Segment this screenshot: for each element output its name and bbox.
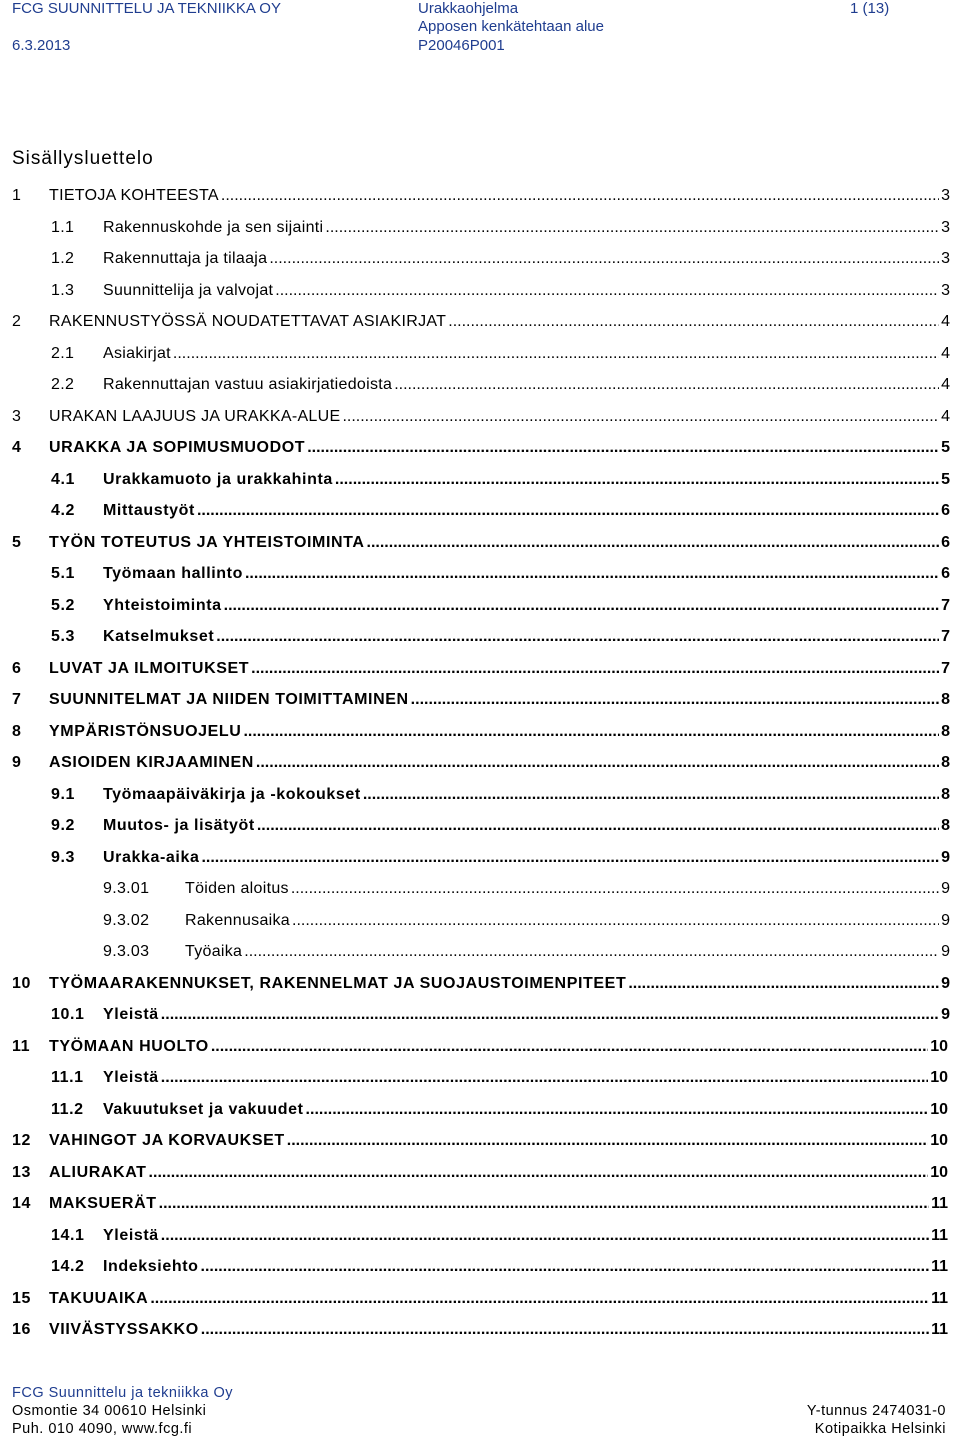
toc-entry-page: 9 <box>941 880 950 897</box>
header-code: P20046P001 <box>418 37 505 54</box>
header-doc-title: Urakkaohjelma <box>418 0 519 17</box>
toc-entry-page: 7 <box>941 659 950 677</box>
toc-dot-leader <box>269 250 939 268</box>
toc-entry-title: SUUNNITELMAT JA NIIDEN TOIMITTAMINEN <box>49 691 409 708</box>
toc-entry-title: Yleistä <box>103 1006 159 1023</box>
toc-entry[interactable] <box>51 1258 948 1282</box>
toc-entry[interactable] <box>12 1038 948 1062</box>
toc-entry[interactable] <box>51 282 950 306</box>
toc-entry[interactable] <box>51 565 950 589</box>
toc-entry-page: 4 <box>941 407 950 425</box>
toc-entry-title: Yleistä <box>103 1226 159 1244</box>
toc-entry-title: Suunnittelija ja valvojat <box>103 281 274 299</box>
toc-dot-leader <box>149 1164 929 1182</box>
toc-entry-number: 15 <box>12 1289 31 1307</box>
toc-entry-title: Urakkamuoto ja urakkahinta <box>103 470 333 488</box>
toc-title: Sisällysluettelo <box>12 148 154 169</box>
toc-dot-leader <box>292 912 939 930</box>
toc-entry-number: 4 <box>12 439 22 456</box>
toc-dot-leader <box>628 975 939 993</box>
toc-entry-page: 8 <box>941 785 950 803</box>
toc-entry-title: Urakka-aika <box>103 848 200 866</box>
toc-entry[interactable] <box>103 880 950 904</box>
toc-entry-page: 8 <box>941 691 950 708</box>
toc-entry-title: Indeksiehto <box>103 1258 199 1275</box>
toc-dot-leader <box>224 597 939 615</box>
toc-entry[interactable] <box>12 439 950 463</box>
toc-entry-title: VAHINGOT JA KORVAUKSET <box>49 1132 285 1149</box>
toc-entry-title: URAKAN LAAJUUS JA URAKKA-ALUE <box>49 407 341 425</box>
toc-entry-title: ASIOIDEN KIRJAAMINEN <box>49 754 254 771</box>
header-company: FCG SUUNNITTELU JA TEKNIIKKA OY <box>12 0 281 17</box>
toc-entry-page: 4 <box>941 344 950 362</box>
toc-entry-number: 13 <box>12 1163 31 1181</box>
toc-entry-page: 9 <box>941 943 950 960</box>
toc-entry-page: 9 <box>941 911 950 929</box>
toc-entry-title: Katselmukset <box>103 628 215 645</box>
toc-dot-leader <box>221 187 939 205</box>
toc-entry-page: 8 <box>941 817 950 834</box>
toc-entry-page: 8 <box>941 722 950 740</box>
toc-dot-leader <box>256 754 939 772</box>
toc-entry[interactable] <box>12 723 950 747</box>
toc-entry-number: 11 <box>12 1037 31 1055</box>
toc-dot-leader <box>161 1069 928 1087</box>
toc-dot-leader <box>159 1195 929 1213</box>
toc-entry-page: 3 <box>941 250 950 267</box>
toc-entry-page: 6 <box>941 502 950 519</box>
toc-entry[interactable] <box>51 817 950 841</box>
toc-entry[interactable] <box>12 1132 948 1156</box>
toc-dot-leader <box>291 880 939 898</box>
header-subtitle: Apposen kenkätehtaan alue <box>418 18 604 35</box>
toc-entry-title: ALIURAKAT <box>49 1163 147 1181</box>
toc-entry[interactable] <box>12 754 950 778</box>
toc-entry-title: URAKKA JA SOPIMUSMUODOT <box>49 439 306 456</box>
toc-entry[interactable] <box>12 408 950 432</box>
toc-entry[interactable] <box>51 849 950 873</box>
toc-entry-page: 3 <box>941 281 950 299</box>
toc-entry-number: 3 <box>12 407 22 425</box>
toc-entry-page: 5 <box>941 439 950 456</box>
toc-entry-page: 7 <box>941 628 950 645</box>
toc-entry-page: 11 <box>931 1258 948 1275</box>
toc-entry-number: 1.1 <box>51 218 75 236</box>
toc-entry-page: 10 <box>930 1132 948 1149</box>
toc-entry-number: 16 <box>12 1321 31 1338</box>
toc-entry-page: 9 <box>941 1006 950 1023</box>
toc-entry-number: 9.3 <box>51 848 76 866</box>
toc-dot-leader <box>201 849 939 867</box>
toc-dot-leader <box>342 408 939 426</box>
toc-dot-leader <box>243 723 939 741</box>
toc-entry[interactable] <box>51 1101 948 1125</box>
toc-dot-leader <box>161 1006 939 1024</box>
toc-entry[interactable] <box>51 250 950 274</box>
toc-entry-number: 5.1 <box>51 565 76 582</box>
toc-entry[interactable] <box>51 345 950 369</box>
toc-dot-leader <box>201 1321 929 1339</box>
toc-entry[interactable] <box>51 597 950 621</box>
toc-entry-page: 4 <box>941 313 950 330</box>
toc-entry-page: 11 <box>931 1289 948 1307</box>
toc-entry-page: 8 <box>941 754 950 771</box>
toc-entry-page: 10 <box>930 1069 948 1086</box>
toc-entry-title: Rakennuttajan vastuu asiakirjatiedoista <box>103 376 393 393</box>
toc-dot-leader <box>197 502 939 520</box>
toc-dot-leader <box>335 471 939 489</box>
toc-dot-leader <box>411 691 939 709</box>
toc-entry-page: 9 <box>941 974 950 992</box>
toc-entry[interactable] <box>51 1006 950 1030</box>
toc-entry[interactable] <box>12 1290 948 1314</box>
toc-entry[interactable] <box>12 1195 948 1219</box>
toc-entry-number: 7 <box>12 691 22 708</box>
toc-entry[interactable] <box>12 313 950 337</box>
toc-entry-page: 10 <box>930 1100 948 1118</box>
toc-entry[interactable] <box>103 912 950 936</box>
toc-entry[interactable] <box>51 786 950 810</box>
toc-entry-title: Asiakirjat <box>103 344 171 362</box>
toc-entry[interactable] <box>51 502 950 526</box>
toc-entry-page: 7 <box>941 596 950 614</box>
toc-entry-title: Työmaan hallinto <box>103 565 243 582</box>
toc-dot-leader <box>257 817 939 835</box>
toc-entry-page: 11 <box>931 1321 948 1338</box>
toc-entry-title: Yhteistoiminta <box>103 596 222 614</box>
toc-entry-page: 3 <box>941 187 950 204</box>
toc-dot-leader <box>307 439 939 457</box>
toc-entry-title: YMPÄRISTÖNSUOJELU <box>49 722 242 740</box>
footer-company: FCG Suunnittelu ja tekniikka Oy <box>12 1385 234 1401</box>
footer-contact: Puh. 010 4090, www.fcg.fi <box>12 1421 193 1437</box>
toc-entry-title: Muutos- ja lisätyöt <box>103 817 255 834</box>
toc-dot-leader <box>201 1258 930 1276</box>
toc-entry-number: 14 <box>12 1195 31 1212</box>
toc-entry[interactable] <box>51 219 950 243</box>
footer-business-id: Y-tunnus 2474031-0 <box>806 1403 946 1419</box>
toc-entry[interactable] <box>12 691 950 715</box>
toc-entry-number: 2.2 <box>51 376 75 393</box>
toc-dot-leader <box>244 943 939 961</box>
toc-entry-title: MAKSUERÄT <box>49 1195 157 1212</box>
toc-dot-leader <box>150 1290 929 1308</box>
toc-entry-number: 5 <box>12 533 22 551</box>
toc-entry-number: 1 <box>12 187 22 204</box>
header-date: 6.3.2013 <box>12 37 71 54</box>
toc-entry-number: 8 <box>12 722 22 740</box>
toc-entry[interactable] <box>12 1164 948 1188</box>
toc-entry-number: 12 <box>12 1132 31 1149</box>
toc-entry-page: 6 <box>941 565 950 582</box>
toc-entry-number: 10 <box>12 974 31 992</box>
toc-entry-number: 9 <box>12 754 22 771</box>
toc-entry-number: 9.1 <box>51 785 76 803</box>
footer-domicile: Kotipaikka Helsinki <box>814 1421 946 1437</box>
toc-entry-number: 9.3.02 <box>103 911 150 929</box>
toc-entry-page: 9 <box>941 848 950 866</box>
toc-entry-title: TYÖMAARAKENNUKSET, RAKENNELMAT JA SUOJAUSTOIMENPITEET <box>49 974 627 992</box>
toc-entry-title: TYÖN TOTEUTUS JA YHTEISTOIMINTA <box>49 533 365 551</box>
footer-address: Osmontie 34 00610 Helsinki <box>12 1403 207 1419</box>
toc-entry-number: 9.3.01 <box>103 880 150 897</box>
toc-entry[interactable] <box>51 1069 948 1093</box>
toc-entry-number: 1.2 <box>51 250 75 267</box>
toc-dot-leader <box>173 345 939 363</box>
toc-entry[interactable] <box>12 187 950 211</box>
toc-entry[interactable] <box>12 660 950 684</box>
toc-entry[interactable] <box>12 534 950 558</box>
toc-entry-page: 4 <box>941 376 950 393</box>
toc-entry-number: 11.2 <box>51 1100 84 1118</box>
toc-entry-number: 4.1 <box>51 470 76 488</box>
toc-entry-title: RAKENNUSTYÖSSÄ NOUDATETTAVAT ASIAKIRJAT <box>49 313 447 330</box>
toc-entry-page: 10 <box>930 1037 948 1055</box>
toc-entry-number: 1.3 <box>51 281 75 299</box>
toc-dot-leader <box>367 534 940 552</box>
toc-dot-leader <box>275 282 939 300</box>
toc-entry-number: 6 <box>12 659 22 677</box>
toc-entry-number: 9.3.03 <box>103 943 150 960</box>
toc-dot-leader <box>363 786 939 804</box>
toc-dot-leader <box>216 628 939 646</box>
toc-entry[interactable] <box>51 471 950 495</box>
toc-entry-title: Yleistä <box>103 1069 159 1086</box>
toc-entry[interactable] <box>12 975 950 999</box>
toc-dot-leader <box>161 1227 929 1245</box>
toc-entry[interactable] <box>51 628 950 652</box>
toc-entry[interactable] <box>51 376 950 400</box>
toc-entry-title: Työmaapäiväkirja ja -kokoukset <box>103 785 361 803</box>
toc-entry-number: 2.1 <box>51 344 75 362</box>
toc-dot-leader <box>287 1132 928 1150</box>
toc-entry-title: TAKUUAIKA <box>49 1289 149 1307</box>
toc-entry-number: 10.1 <box>51 1006 85 1023</box>
toc-entry-number: 9.2 <box>51 817 76 834</box>
toc-entry-number: 11.1 <box>51 1069 84 1086</box>
toc-entry-page: 6 <box>941 533 950 551</box>
toc-entry-title: Töiden aloitus <box>185 880 289 897</box>
toc-entry-title: Rakennusaika <box>185 911 290 929</box>
toc-entry-number: 5.2 <box>51 596 76 614</box>
toc-entry[interactable] <box>103 943 950 967</box>
toc-entry-title: TYÖMAAN HUOLTO <box>49 1037 209 1055</box>
toc-entry[interactable] <box>12 1321 948 1345</box>
toc-dot-leader <box>245 565 939 583</box>
toc-dot-leader <box>394 376 939 394</box>
toc-entry-number: 14.2 <box>51 1258 85 1275</box>
toc-entry-page: 5 <box>941 470 950 488</box>
toc-entry-page: 11 <box>931 1195 948 1212</box>
toc-entry-title: Työaika <box>185 943 243 960</box>
toc-entry-title: Rakennuttaja ja tilaaja <box>103 250 268 267</box>
toc-entry-title: Mittaustyöt <box>103 502 195 519</box>
toc-dot-leader <box>251 660 939 678</box>
toc-dot-leader <box>306 1101 929 1119</box>
toc-dot-leader <box>211 1038 928 1056</box>
toc-entry[interactable] <box>51 1227 948 1251</box>
header-page-number: 1 (13) <box>850 0 890 17</box>
toc-entry-title: LUVAT JA ILMOITUKSET <box>49 659 250 677</box>
toc-entry-title: Rakennuskohde ja sen sijainti <box>103 218 324 236</box>
toc-entry-page: 10 <box>930 1163 948 1181</box>
toc-entry-page: 3 <box>941 218 950 236</box>
toc-entry-title: TIETOJA KOHTEESTA <box>49 187 219 204</box>
toc-entry-number: 2 <box>12 313 22 330</box>
toc-entry-number: 4.2 <box>51 502 76 519</box>
toc-entry-title: Vakuutukset ja vakuudet <box>103 1100 304 1118</box>
toc-entry-number: 14.1 <box>51 1226 85 1244</box>
toc-entry-page: 11 <box>931 1226 948 1244</box>
toc-dot-leader <box>448 313 939 331</box>
toc-entry-number: 5.3 <box>51 628 76 645</box>
toc-dot-leader <box>325 219 939 237</box>
toc-entry-title: VIIVÄSTYSSAKKO <box>49 1321 199 1338</box>
